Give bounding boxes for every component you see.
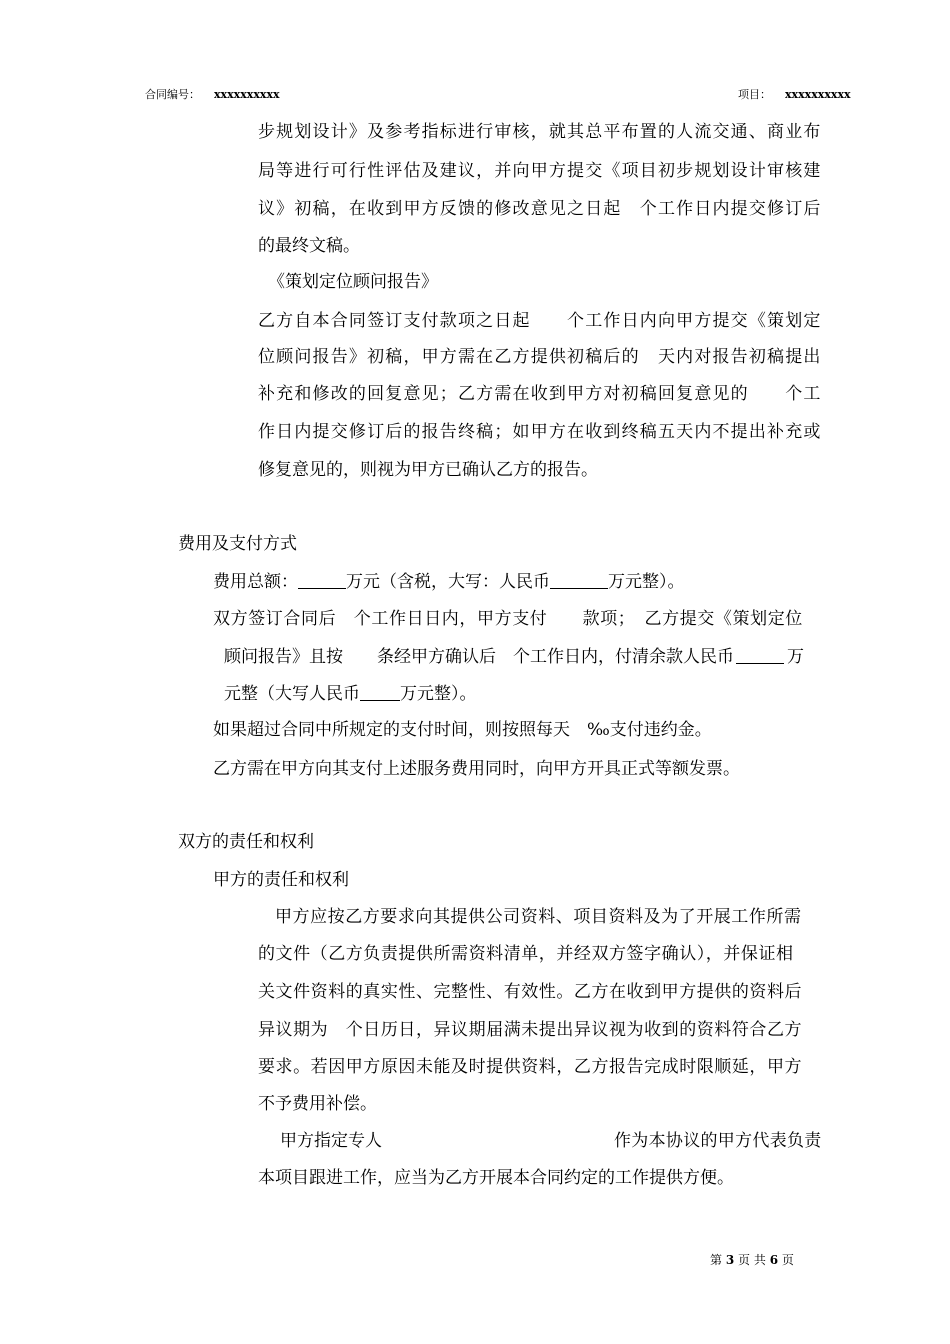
page-number-total: 6 xyxy=(769,1253,779,1267)
project-value: xxxxxxxxxx xyxy=(785,88,851,101)
rights-para2-line-2: 本项目跟进工作，应当为乙方开展本合同约定的工作提供方便。 xyxy=(258,1168,734,1188)
report-line-1: 乙方自本合同签订支付款项之日起 个工作日内向甲方提交《策划定 xyxy=(258,311,822,331)
fees-heading: 费用及支付方式 xyxy=(178,534,297,554)
page-number-mid: 页 共 xyxy=(738,1253,766,1267)
page-number-pre: 第 xyxy=(710,1253,723,1267)
fees-balance-blank xyxy=(736,647,784,664)
report-title: 《策划定位顾问报告》 xyxy=(268,272,438,292)
rights-para2-end: 作为本协议的甲方代表负责 xyxy=(614,1131,822,1151)
fees-invoice: 乙方需在甲方向其支付上述服务费用同时，向甲方开具正式等额发票。 xyxy=(213,759,740,779)
review-line-1: 步规划设计》及参考指标进行审核，就其总平布置的人流交通、商业布 xyxy=(258,122,822,142)
rights-heading: 双方的责任和权利 xyxy=(178,832,314,852)
fees-total-capital-blank xyxy=(550,572,608,589)
fees-payment-line-3 xyxy=(224,684,477,704)
page-number-current: 3 xyxy=(725,1253,735,1267)
fees-payment-line-3-text: 元整（大写人民币 xyxy=(224,684,360,704)
review-line-3: 议》初稿，在收到甲方反馈的修改意见之日起 个工作日内提交修订后 xyxy=(258,199,822,219)
rights-para1-line-5: 要求。若因甲方原因未能及时提供资料，乙方报告完成时限顺延，甲方 xyxy=(258,1057,803,1077)
rights-para1-line-1: 甲方应按乙方要求向其提供公司资料、项目资料及为了开展工作所需 xyxy=(275,907,802,927)
page-number-post: 页 xyxy=(781,1253,794,1267)
rights-para1-line-4: 异议期为 个日历日，异议期届满未提出异议视为收到的资料符合乙方 xyxy=(258,1020,803,1040)
report-line-5: 修复意见的，则视为甲方已确认乙方的报告。 xyxy=(258,460,598,480)
fees-payment-line-3-end: 万元整）。 xyxy=(400,684,477,704)
contract-number-label: 合同编号： xyxy=(145,88,200,101)
review-line-2: 局等进行可行性评估及建议，并向甲方提交《项目初步规划设计审核建 xyxy=(258,161,822,181)
fees-balance-capital-blank xyxy=(360,684,400,701)
report-line-2: 位顾问报告》初稿，甲方需在乙方提供初稿后的 天内对报告初稿提出 xyxy=(258,347,822,367)
rights-para1-line-6: 不予费用补偿。 xyxy=(258,1094,377,1114)
fees-total-end: 万元整）。 xyxy=(608,572,685,592)
page-number xyxy=(710,1253,794,1267)
fees-payment-line-2-text: 顾问报告》且按 条经甲方确认后 个工作日内，付清余款人民币 xyxy=(224,647,734,667)
fees-total-label: 费用总额： xyxy=(213,572,298,592)
fees-payment-line-2-unit: 万 xyxy=(787,647,804,667)
report-line-3: 补充和修改的回复意见；乙方需在收到甲方对初稿回复意见的 个工 xyxy=(258,384,822,404)
review-line-4: 的最终文稿。 xyxy=(258,236,360,256)
fees-total-blank xyxy=(298,572,346,589)
rights-para1-line-2: 的文件（乙方负责提供所需资料清单，并经双方签字确认），并保证相 xyxy=(258,944,794,964)
fees-total-line xyxy=(213,572,685,592)
fees-payment-line-2 xyxy=(224,647,804,667)
contract-number-value: xxxxxxxxxx xyxy=(214,88,280,101)
fees-total-unit: 万元（含税，大写：人民币 xyxy=(346,572,550,592)
report-line-4: 作日内提交修订后的报告终稿；如甲方在收到终稿五天内不提出补充或 xyxy=(258,422,822,442)
header-contract-number xyxy=(145,88,280,102)
fees-payment-line-1: 双方签订合同后 个工作日日内，甲方支付 款项； 乙方提交《策划定位 xyxy=(213,609,803,629)
header-project xyxy=(738,88,851,102)
rights-sub-heading: 甲方的责任和权利 xyxy=(213,870,349,890)
project-label: 项目： xyxy=(738,88,771,101)
fees-penalty: 如果超过合同中所规定的支付时间，则按照每天 ‰支付违约金。 xyxy=(213,720,712,740)
rights-para2-start: 甲方指定专人 xyxy=(280,1131,382,1151)
rights-para1-line-3: 关文件资料的真实性、完整性、有效性。乙方在收到甲方提供的资料后 xyxy=(258,982,803,1002)
